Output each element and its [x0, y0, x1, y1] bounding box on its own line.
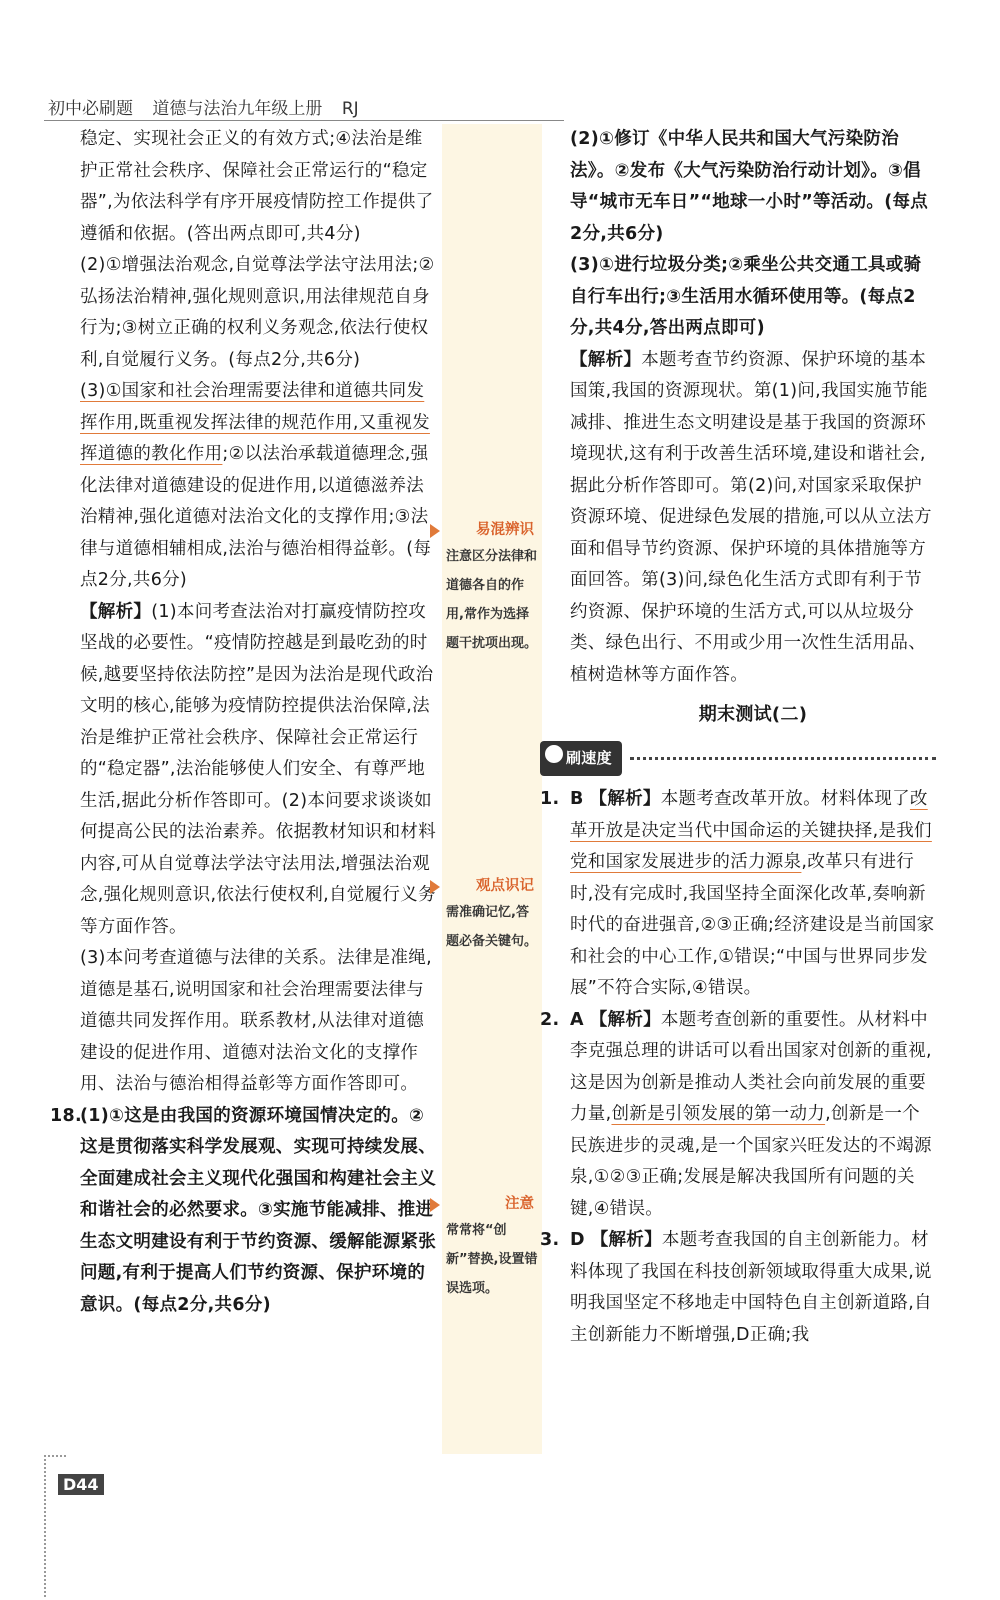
badge-label: 刷速度 — [540, 741, 622, 777]
answer-letter: B — [570, 789, 584, 809]
question-number: 2. — [540, 1009, 560, 1030]
answer-letter: A — [570, 1009, 584, 1030]
page-header — [48, 94, 568, 119]
note-arrow-icon — [430, 880, 440, 894]
dotted-divider — [630, 757, 936, 760]
edition-label: RJ — [341, 99, 359, 119]
note-title: 观点识记 — [476, 878, 534, 894]
analysis-label: 【解析】 — [570, 349, 642, 370]
note-text: 常常将“创新”替换,设置错误选项。 — [446, 1223, 538, 1296]
analysis-paragraph: (3)本问考查道德与法律的关系。法律是准绳,道德是基石,说明国家和社会治理需要法律与道德共同发挥作用。联系教材,从法律对道德建设的促进作用、道德对法治文化的支撑作用、法治与德治相得益彰等方面作答即可。 — [80, 948, 432, 1094]
analysis-paragraph: 【解析】(1)本问考查法治对打赢疫情防控攻坚战的必要性。“疫情防控越是到最吃劲的时候,越要坚持依法防控”是因为法治是现代政治文明的核心,能够为疫情防控提供法治保障,法治是维护正常社会秩序、保障社会正常运行的“稳定器”,法治能够使人们安全、有尊严地生活,据此分析作答即可。(2)本问要求谈谈如何提高公民的法治素养。依据教材知识和材料内容,可从自觉尊法学法守法用法,增强法治观念,强化规则意识,依法行使权利,自觉履行义务等方面作答。 — [80, 601, 436, 937]
analysis-label: 【解析】 — [80, 601, 152, 622]
question-18: 18.(1)①这是由我国的资源环境国情决定的。②这是贯彻落实科学发展观、实现可持续发展、全面建成社会主义现代化强国和构建社会主义和谐社会的必然要求。③实施节能减排、推进生态文明建设有利于节约资源、缓解能源紧张问题,有利于提高人们节约资源、保护环境的意识。(每点2分,共6分) — [80, 1101, 436, 1322]
answer-letter: D — [570, 1230, 585, 1250]
key-point-underline: 改革开放是决定当代中国命运的关键抉择,是我们党和国家发展进步的活力源泉 — [570, 789, 932, 872]
header-divider — [44, 120, 564, 121]
note-title: 易混辨识 — [476, 522, 534, 538]
note-title: 注意 — [505, 1196, 534, 1212]
answer-paragraph: 稳定、实现社会正义的有效方式;④法治是维护正常社会秩序、保障社会正常运行的“稳定器”,为依法科学有序开展疫情防控工作提供了遵循和依据。(答出两点即可,共4分) — [80, 129, 434, 244]
analysis-paragraph: 【解析】本题考查节约资源、保护环境的基本国策,我国的资源现状。第(1)问,我国实施节能减排、推进生态文明建设是基于我国的资源环境现状,这有利于改善生活环境,建设和谐社会,据此分析作答即可。第(2)问,对国家采取保护资源环境、促进绿色发展的措施,可以从立法方面和倡导节约资源、保护环境的具体措施等方面回答。第(3)问,绿色化生活方式即有利于节约资源、保护环境的生活方式,可以从垃圾分类、绿色出行、不用或少用一次性生活用品、植树造林等方面作答。 — [570, 349, 932, 685]
analysis-label: 【解析】 — [590, 1230, 662, 1250]
section-title: 期末测试(二) — [698, 704, 808, 725]
answer-paragraph: (2)①修订《中华人民共和国大气污染防治法》。②发布《大气污染防治行动计划》。③倡导“城市无车日”“地球一小时”等活动。(每点2分,共6分) — [570, 129, 929, 244]
question-2: 2. A 【解析】本题考查创新的重要性。从材料中李克强总理的讲话可以看出国家对创新的重视,这是因为创新是推动人类社会向前发展的重要力量,创新是引领发展的第一动力,创新是一个民族进步的灵魂,是一个国家兴旺发达的不竭源泉,①②③正确;发展是解决我国所有问题的关键,④错误。 — [570, 1005, 936, 1226]
margin-note-memorize — [446, 874, 540, 956]
book-title: 初中必刷题 — [48, 99, 133, 119]
margin-note-confusion — [446, 518, 540, 658]
answer-paragraph: (3)①国家和社会治理需要法律和道德共同发挥作用,既重视发挥法律的规范作用,又重视发挥道德的教化作用;②以法治承载道德理念,强化法律对道德建设的促进作用,以道德滋养法治精神,强化道德对法治文化的支撑作用;③法律与道德相辅相成,法治与德治相得益彰。(每点2分,共6分) — [80, 381, 432, 590]
note-text: 需准确记忆,答题必备关键句。 — [446, 905, 538, 949]
stopwatch-icon — [543, 743, 565, 765]
note-text: 注意区分法律和道德各自的作用,常作为选择题干扰项出现。 — [446, 549, 538, 651]
analysis-label: 【解析】 — [589, 1009, 661, 1030]
question-1: 1. B 【解析】本题考查改革开放。材料体现了改革开放是决定当代中国命运的关键抉择,是我们党和国家发展进步的活力源泉,改革只有进行时,没有完成时,我国坚持全面深化改革,奏响新时代的奋进强音,②③正确;经济建设是当前国家和社会的中心工作,①错误;“中国与世界同步发展”不符合实际,④错误。 — [570, 784, 936, 1005]
page-number: D44 — [58, 1474, 104, 1495]
key-point-underline: 创新是引领发展的第一动力 — [611, 1104, 826, 1124]
speed-badge — [540, 741, 936, 777]
margin-note-attention — [446, 1192, 540, 1303]
left-column — [50, 124, 436, 1321]
analysis-label: 【解析】 — [589, 789, 661, 809]
question-3: 3. D 【解析】本题考查我国的自主创新能力。材料体现了我国在科技创新领域取得重大成果,说明我国坚定不移地走中国特色自主创新道路,自主创新能力不断增强,D正确;我 — [570, 1225, 936, 1351]
question-number: 1. — [540, 789, 560, 809]
right-column — [540, 124, 936, 1351]
answer-paragraph: (2)①增强法治观念,自觉尊法学法守法用法;②弘扬法治精神,强化规则意识,用法律规范自身行为;③树立正确的权利义务观念,依法行使权利,自觉履行义务。(每点2分,共6分) — [80, 255, 435, 370]
question-number: 18. — [50, 1105, 82, 1126]
note-arrow-icon — [430, 524, 440, 538]
note-arrow-icon — [430, 1198, 440, 1212]
key-point-underline: (3)①国家和社会治理需要法律和道德共同发挥作用,既重视发挥法律的规范作用,又重视发挥道德的教化作用 — [80, 381, 430, 464]
answer-paragraph: (3)①进行垃圾分类;②乘坐公共交通工具或骑自行车出行;③生活用水循环使用等。(每点2分,共4分,答出两点即可) — [570, 255, 922, 338]
question-number: 3. — [540, 1230, 560, 1250]
subject-title: 道德与法治九年级上册 — [152, 99, 323, 119]
